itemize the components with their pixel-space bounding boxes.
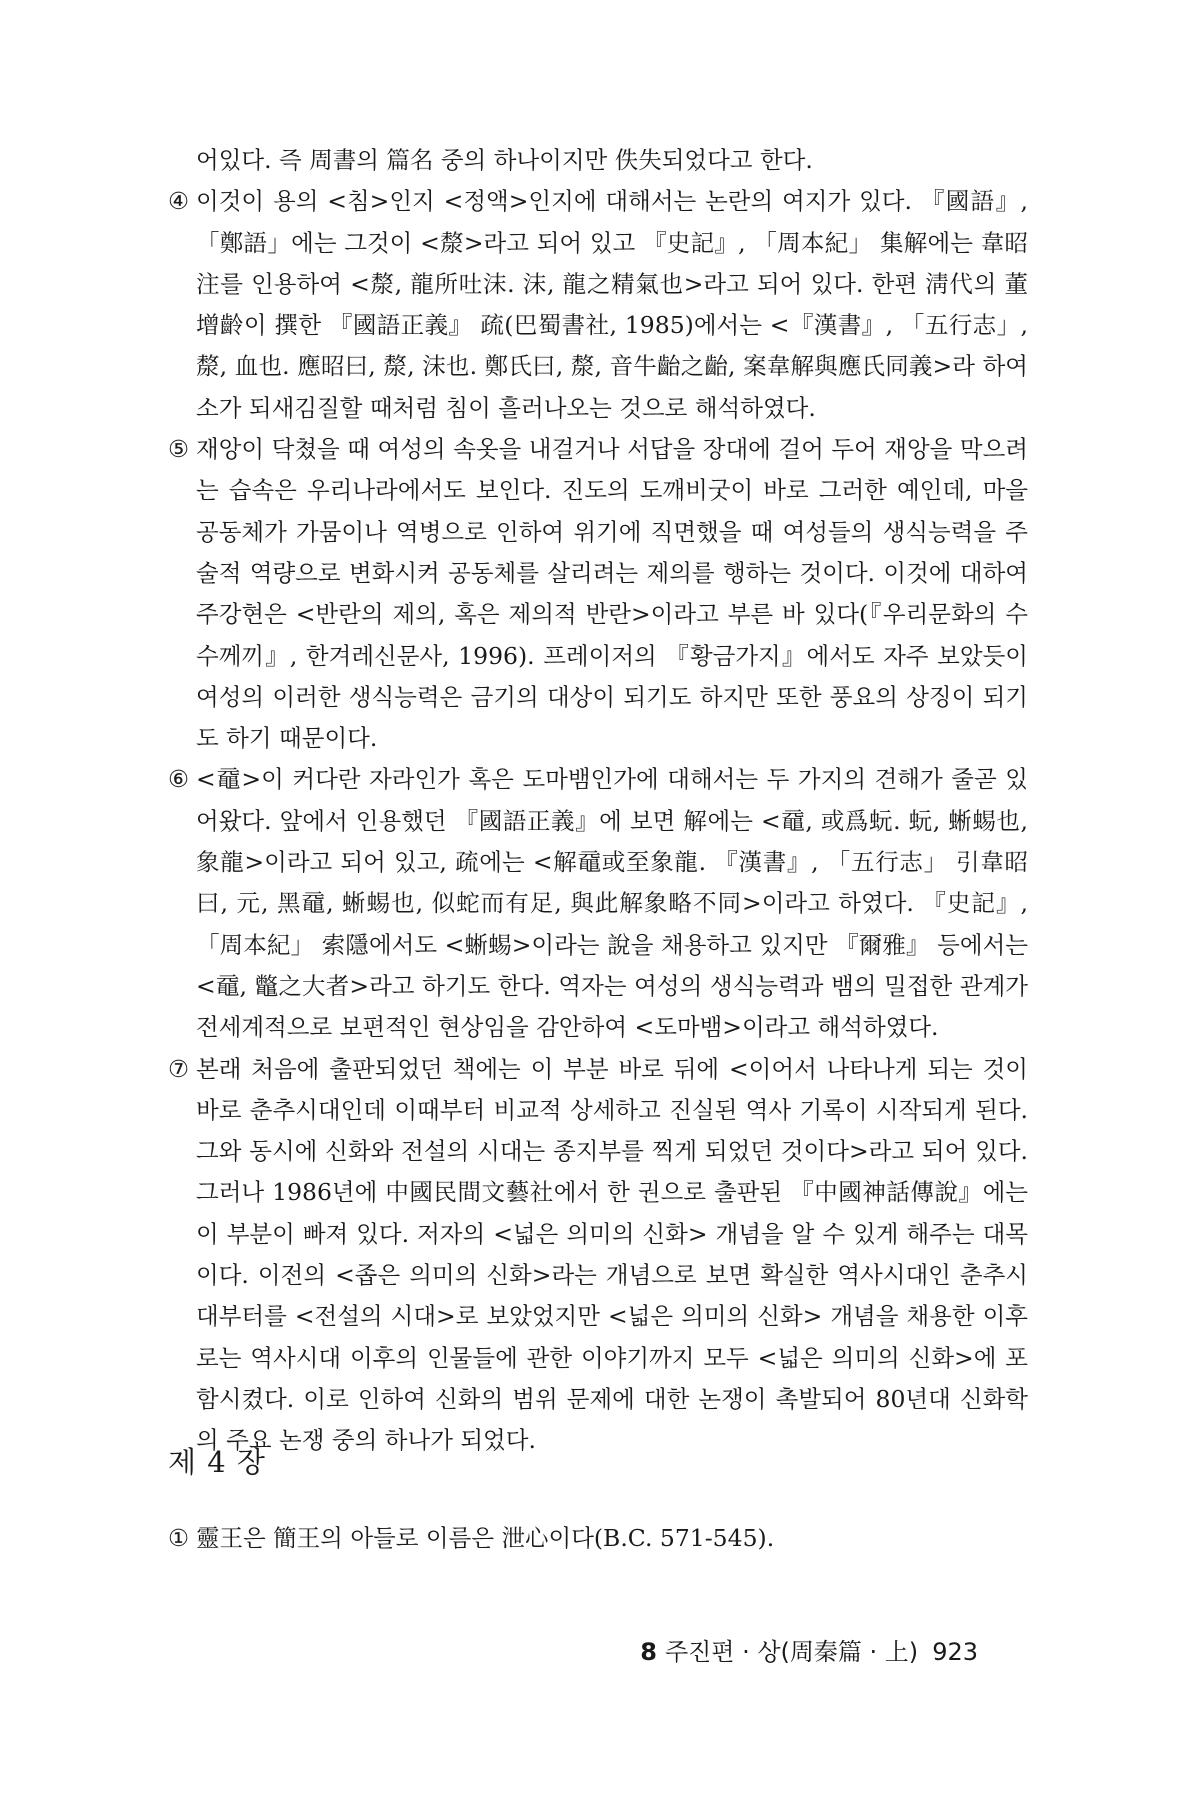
footnote-number: ⑦ [168,1054,190,1083]
footnotes-body [168,140,1028,1462]
footnote-number: ⑤ [168,435,190,464]
footnote-7 [168,1049,1028,1462]
footnote-number: ① [168,1524,190,1552]
footnote-4 [168,181,1028,429]
footer-chapter-number: 8 [640,1638,657,1666]
footnote-5 [168,429,1028,759]
footnote-6 [168,759,1028,1048]
footnote-text: <黿>이 커다란 자라인가 혹은 도마뱀인가에 대해서는 두 가지의 견해가 줄곧 있어왔다. 앞에서 인용했던 『國語正義』에 보면 解에는 <黿, 或爲蚖. 蚖, 蜥蜴也, 象龍>이라고 되어 있고, 疏에는 <解黿或至象龍. 『漢書』, 「五行志」 引韋昭曰, 元, 黑黿, 蜥蜴也, 似蛇而有足, 與此解象略不同>이라고 하였다. 『史記』, 「周本紀」 索隱에서도 <蜥蜴>이라는 說을 채용하고 있지만 『爾雅』 등에서는 <黿, 鼈之大者>라고 하기도 한다. 역자는 여성의 생식능력과 뱀의 밀접한 관계가 전세계적으로 보편적인 현상임을 감안하여 <도마뱀>이라고 해석하였다. [196,765,1028,1042]
footnote-text: 본래 처음에 출판되었던 책에는 이 부분 바로 뒤에 <이어서 나타나게 되는 것이 바로 춘추시대인데 이때부터 비교적 상세하고 진실된 역사 기록이 시작되게 된다. 그와 동시에 신화와 전설의 시대는 종지부를 찍게 되었던 것이다>라고 되어 있다. 그러나 1986년에 中國民間文藝社에서 한 권으로 출판된 『中國神話傳說』에는 이 부분이 빠져 있다. 저자의 <넓은 의미의 신화> 개념을 알 수 있게 해주는 대목이다. 이전의 <좁은 의미의 신화>라는 개념으로 보면 확실한 역사시대인 춘추시대부터를 <전설의 시대>로 보았었지만 <넓은 의미의 신화> 개념을 채용한 이후로는 역사시대 이후의 인물들에 관한 이야기까지 모두 <넓은 의미의 신화>에 포함시켰다. 이로 인하여 신화의 범위 문제에 대한 논쟁이 촉발되어 80년대 신화학의 주요 논쟁 중의 하나가 되었다. [196,1054,1028,1455]
footnote-text: 靈王은 簡王의 아들로 이름은 泄心이다(B.C. 571-545). [196,1524,775,1552]
footnote-number: ⑥ [168,765,190,794]
chapter-footnote-1 [168,1518,1056,1559]
footer-title: 주진편 · 상(周秦篇 · 上) [664,1638,919,1666]
page-footer [640,1632,978,1667]
footnote-text: 재앙이 닥쳤을 때 여성의 속옷을 내걸거나 서답을 장대에 걸어 두어 재앙을 막으려는 습속은 우리나라에서도 보인다. 진도의 도깨비굿이 바로 그러한 예인데, 마을 공동체가 가뭄이나 역병으로 인하여 위기에 직면했을 때 여성들의 생식능력을 주술적 역량으로 변화시켜 공동체를 살리려는 제의를 행하는 것이다. 이것에 대하여 주강현은 <반란의 제의, 혹은 제의적 반란>이라고 부른 바 있다(『우리문화의 수수께끼』, 한겨레신문사, 1996). 프레이저의 『황금가지』에서도 자주 보았듯이 여성의 이러한 생식능력은 금기의 대상이 되기도 하지만 또한 풍요의 상징이 되기도 하기 때문이다. [196,435,1028,753]
chapter-heading: 제 4 장 [168,1445,266,1479]
footnote-number: ④ [168,187,190,216]
note-continuation: 어있다. 즉 周書의 篇名 중의 하나이지만 佚失되었다고 한다. [196,146,813,174]
page-number: 923 [932,1638,978,1666]
footnote-text: 이것이 용의 <침>인지 <정액>인지에 대해서는 논란의 여지가 있다. 『國語』, 「鄭語」에는 그것이 <漦>라고 되어 있고 『史記』, 「周本紀」 集解에는 韋昭注를 인용하여 <漦, 龍所吐沫. 沫, 龍之精氣也>라고 되어 있다. 한편 淸代의 董增齡이 撰한 『國語正義』 疏(巴蜀書社, 1985)에서는 <『漢書』, 「五行志」, 漦, 血也. 應昭曰, 漦, 沫也. 鄭氏曰, 漦, 音牛齝之齝, 案韋解與應氏同義>라 하여 소가 되새김질할 때처럼 침이 흘러나오는 것으로 해석하였다. [196,187,1028,422]
